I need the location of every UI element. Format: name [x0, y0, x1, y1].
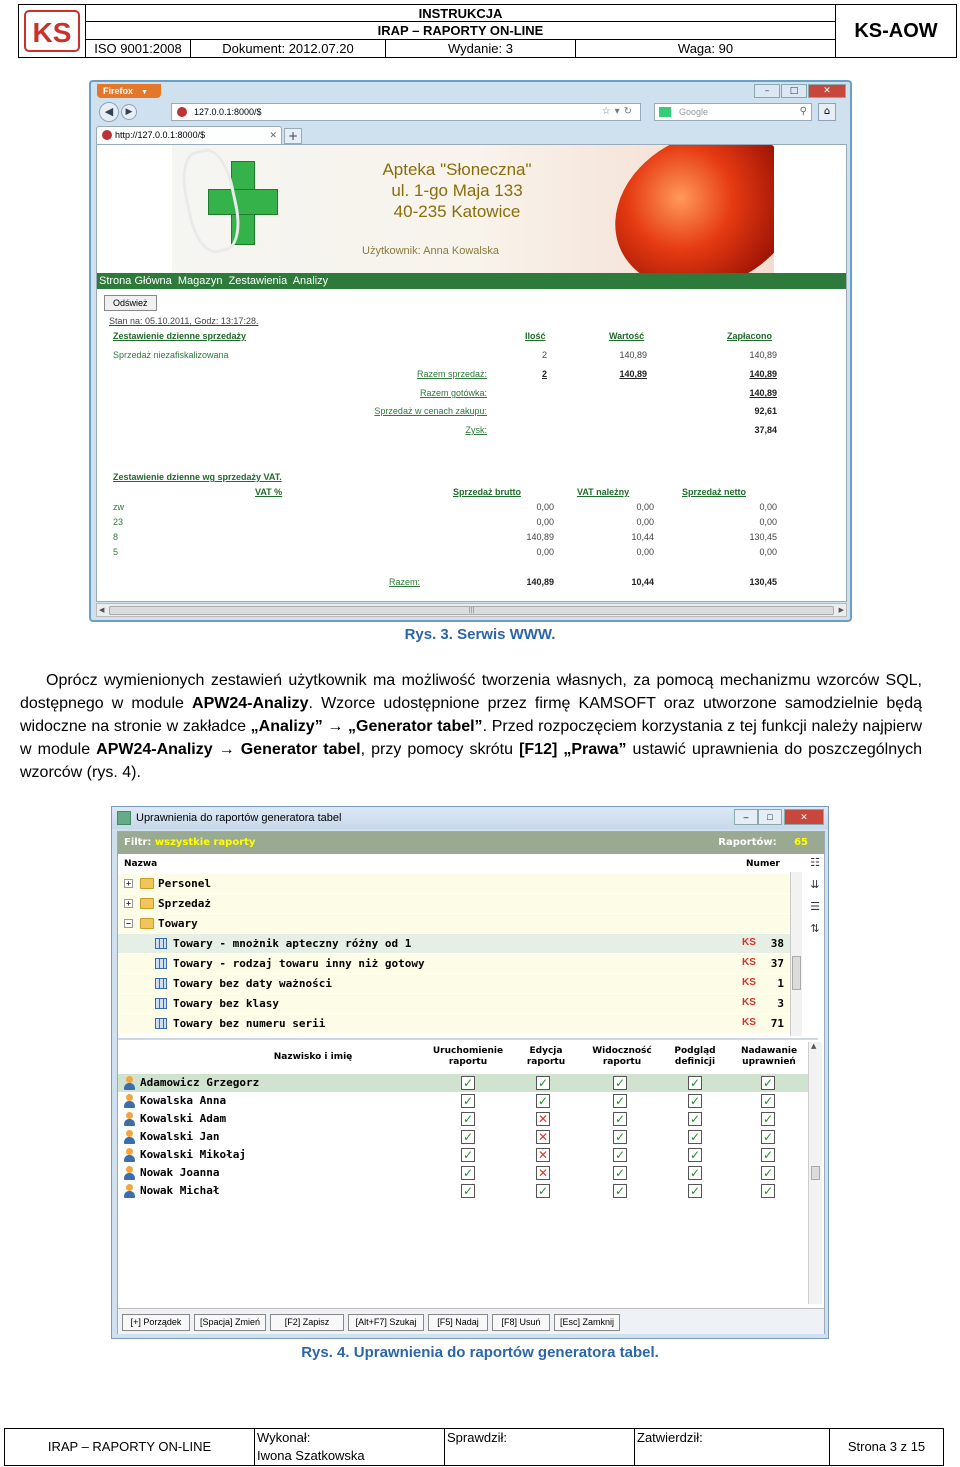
- done-name: Iwona Szatkowska: [257, 1448, 365, 1463]
- check-icon[interactable]: ✓: [462, 1112, 474, 1126]
- company-logo: [19, 5, 86, 57]
- cross-icon[interactable]: ✕: [537, 1130, 549, 1144]
- report-name: Towary bez daty ważności: [173, 977, 332, 990]
- vat-row-net: 130,45: [749, 532, 777, 542]
- collapse-all-icon[interactable]: ☰: [810, 900, 820, 913]
- filter-label: Filtr:: [124, 837, 152, 848]
- tree-folder[interactable]: [118, 914, 790, 933]
- new-tab-icon[interactable]: +: [284, 128, 302, 144]
- close-icon[interactable]: ✕: [784, 809, 824, 825]
- scroll-left-icon[interactable]: ◀: [99, 606, 105, 614]
- web-page: [96, 144, 847, 602]
- user-row[interactable]: [118, 1146, 808, 1164]
- tab-bar: [91, 124, 850, 144]
- doc-meta-row: [86, 40, 835, 57]
- user-name: Kowalski Adam: [140, 1112, 227, 1125]
- check-icon[interactable]: ✓: [689, 1076, 701, 1090]
- change-button[interactable]: [Spacja] Zmień: [194, 1314, 266, 1331]
- close-button[interactable]: [Esc] Zamknij: [554, 1314, 620, 1331]
- chevron-down-icon: ▼: [141, 89, 148, 96]
- vat-row-gross: 0,00: [536, 517, 554, 527]
- total-cash-value: 140,89: [749, 388, 777, 398]
- vat-row-vat: 0,00: [636, 547, 654, 557]
- function-key-bar: [118, 1308, 824, 1334]
- user-row[interactable]: [118, 1182, 808, 1200]
- sales-row-paid: 140,89: [749, 350, 777, 360]
- search-button[interactable]: [Alt+F7] Szukaj: [348, 1314, 424, 1331]
- footer-done-by: [255, 1429, 445, 1465]
- para-text-2: . Wzorce udostępnione przez firmę KAMSOFT oraz utworzone samodzielnie będą widoczne na stronie w zakładce: [20, 695, 922, 735]
- app-icon: [117, 811, 131, 825]
- scroll-up-icon[interactable]: ▲: [811, 1042, 817, 1050]
- check-icon[interactable]: ✓: [762, 1130, 774, 1144]
- document-header: [18, 4, 957, 58]
- check-icon[interactable]: ✓: [462, 1076, 474, 1090]
- checked-label: Sprawdził:: [447, 1430, 507, 1445]
- document-footer: [4, 1428, 944, 1466]
- report-number: 1: [777, 977, 784, 990]
- report-item[interactable]: [118, 954, 790, 973]
- tree-view-icon[interactable]: ☷: [810, 856, 820, 869]
- menu-analyses[interactable]: Analizy: [292, 275, 329, 287]
- sales-row-value: 140,89: [619, 350, 647, 360]
- search-icon[interactable]: ⚲: [799, 106, 807, 117]
- user-row[interactable]: [118, 1074, 808, 1092]
- vat-row-net: 0,00: [759, 517, 777, 527]
- tree-header: [118, 856, 804, 872]
- user-icon: [123, 1184, 136, 1198]
- col-user-name[interactable]: Nazwisko i imię: [273, 1052, 353, 1062]
- permissions-scrollbar[interactable]: [808, 1042, 822, 1304]
- table-icon: [155, 998, 167, 1009]
- permissions-window: [111, 806, 829, 1339]
- pharmacy-banner: [172, 145, 774, 273]
- footer-checked-by: [445, 1429, 635, 1465]
- col-paid: Zapłacono: [727, 331, 773, 341]
- sales-heading: Zestawienie dzienne sprzedaży: [113, 331, 247, 341]
- menu-warehouse[interactable]: Magazyn: [177, 275, 223, 287]
- footer-approved-by: [635, 1429, 830, 1465]
- firefox-menu-button[interactable]: [97, 84, 161, 98]
- window-body: [117, 831, 825, 1334]
- grant-button[interactable]: [F5] Nadaj: [428, 1314, 488, 1331]
- cross-icon[interactable]: ✕: [537, 1112, 549, 1126]
- purchase-price-value: 92,61: [754, 406, 777, 416]
- close-icon[interactable]: ✕: [808, 84, 846, 98]
- user-row[interactable]: [118, 1128, 808, 1146]
- col-vat-due: VAT należny: [577, 487, 630, 497]
- filter-bar: [118, 832, 824, 854]
- done-label: Wykonał:: [257, 1430, 311, 1445]
- para-text-3: . Przed rozpoczęciem korzystania z tej funkcji należy najpierw w module: [20, 718, 923, 758]
- tab-close-icon[interactable]: ✕: [269, 130, 277, 140]
- check-icon[interactable]: ✓: [614, 1112, 626, 1126]
- total-sales-paid: 140,89: [749, 369, 777, 379]
- user-name: Adamowicz Grzegorz: [140, 1076, 260, 1089]
- vat-total-vat: 10,44: [631, 577, 654, 587]
- check-icon[interactable]: ✓: [689, 1112, 701, 1126]
- sales-row-qty: 2: [541, 350, 547, 360]
- pharmacy-city: 40-235 Katowice: [393, 202, 521, 221]
- shortcut: [F12] „Prawa”: [519, 741, 627, 758]
- check-icon[interactable]: ✓: [462, 1148, 474, 1162]
- vat-row-net: 0,00: [759, 502, 777, 512]
- check-icon[interactable]: ✓: [614, 1094, 626, 1108]
- cross-icon[interactable]: ✕: [537, 1148, 549, 1162]
- count-label: Raportów:: [718, 837, 777, 848]
- google-icon: [659, 107, 671, 117]
- vat-row-rate: 8: [113, 532, 119, 542]
- figure-caption-3: Rys. 3. Serwis WWW.: [404, 626, 556, 643]
- table-icon: [155, 958, 167, 969]
- doc-weight: Waga: 90: [677, 41, 734, 56]
- profit-value: 37,84: [754, 425, 777, 435]
- check-icon[interactable]: ✓: [614, 1166, 626, 1180]
- svg-text:KS: KS: [32, 17, 72, 48]
- scroll-right-icon[interactable]: ▶: [838, 606, 844, 614]
- user-name: Kowalska Anna: [140, 1094, 227, 1107]
- report-name: Towary bez klasy: [173, 997, 279, 1010]
- delete-button[interactable]: [F8] Usuń: [492, 1314, 550, 1331]
- user-name: Nowak Michał: [140, 1184, 220, 1197]
- window-controls: [754, 84, 846, 98]
- tree-folder[interactable]: [118, 894, 790, 913]
- check-icon[interactable]: ✓: [762, 1184, 774, 1198]
- doc-code: KS-AOW: [835, 5, 956, 57]
- nav-bar: [91, 101, 850, 123]
- folder-label: Personel: [158, 877, 211, 890]
- report-name: Towary bez numeru serii: [173, 1017, 326, 1030]
- module-name-1: APW24-Analizy: [192, 695, 309, 712]
- user-icon: [123, 1148, 136, 1162]
- check-icon[interactable]: ✓: [462, 1130, 474, 1144]
- browser-tab[interactable]: [96, 126, 282, 144]
- pharmacy-title: [357, 159, 557, 222]
- doc-title: IRAP – RAPORTY ON-LINE: [86, 22, 835, 40]
- cross-icon[interactable]: ✕: [537, 1166, 549, 1180]
- col-definition-preview[interactable]: Podgląd definicji: [674, 1046, 716, 1067]
- check-icon[interactable]: ✓: [462, 1094, 474, 1108]
- refresh-button[interactable]: Odśwież: [104, 295, 157, 311]
- check-icon[interactable]: ✓: [537, 1094, 549, 1108]
- check-icon[interactable]: ✓: [614, 1076, 626, 1090]
- save-button[interactable]: [F2] Zapisz: [270, 1314, 344, 1331]
- table-icon: [155, 1018, 167, 1029]
- ks-logo-icon: KS: [742, 957, 756, 968]
- col-gross: Sprzedaż brutto: [453, 487, 522, 497]
- col-qty: Ilość: [525, 331, 546, 341]
- menu-home[interactable]: Strona Główna: [99, 275, 172, 287]
- check-icon[interactable]: ✓: [537, 1076, 549, 1090]
- filter[interactable]: [124, 832, 255, 854]
- check-icon[interactable]: ✓: [762, 1166, 774, 1180]
- check-icon[interactable]: ✓: [689, 1130, 701, 1144]
- tree-folder[interactable]: [118, 874, 790, 893]
- total-sales-label: Razem sprzedaż:: [416, 369, 487, 379]
- check-icon[interactable]: ✓: [689, 1166, 701, 1180]
- tree-toolbar: [806, 856, 824, 944]
- user-name: Kowalski Jan: [140, 1130, 220, 1143]
- user-icon: [123, 1112, 136, 1126]
- expand-icon[interactable]: +: [124, 879, 133, 888]
- divider: [118, 1038, 818, 1040]
- check-icon[interactable]: ✓: [689, 1094, 701, 1108]
- sort-icon[interactable]: ⇅: [810, 922, 820, 935]
- vat-row-vat: 0,00: [636, 517, 654, 527]
- report-name: Towary - rodzaj towaru inny niż gotowy: [173, 957, 425, 970]
- capsule-image: [589, 145, 774, 273]
- report-number: 38: [770, 937, 784, 950]
- iso-norm: ISO 9001:2008: [86, 40, 191, 57]
- logged-user: Użytkownik: Anna Kowalska: [362, 245, 499, 257]
- vat-total-gross: 140,89: [526, 577, 554, 587]
- approved-label: Zatwierdził:: [637, 1430, 703, 1445]
- user-icon: [123, 1094, 136, 1108]
- vat-row-rate: 23: [113, 517, 124, 527]
- tab-path: „Analizy” → „Generator tabel”: [250, 718, 483, 735]
- vat-row-vat: 0,00: [636, 502, 654, 512]
- footer-project: IRAP – RAPORTY ON-LINE: [5, 1429, 255, 1465]
- maximize-icon[interactable]: □: [758, 809, 782, 825]
- scrollbar-thumb[interactable]: |||: [109, 606, 834, 615]
- window-titlebar: [112, 807, 828, 829]
- horizontal-scrollbar[interactable]: [96, 603, 847, 617]
- browser-window: [89, 80, 852, 622]
- url-text: 127.0.0.1:8000/$: [194, 107, 262, 117]
- table-icon: [155, 938, 167, 949]
- para-text-5: ustawić uprawnienia do poszczególnych wzorców (rys. 4).: [20, 741, 922, 781]
- report-count: [718, 832, 808, 854]
- back-icon[interactable]: ◀: [99, 102, 119, 122]
- pharmacy-name: Apteka "Słoneczna": [382, 160, 532, 179]
- report-item[interactable]: [118, 994, 790, 1013]
- folder-label: Sprzedaż: [158, 897, 211, 910]
- check-icon[interactable]: ✓: [762, 1148, 774, 1162]
- total-cash-label: Razem gotówka:: [419, 388, 487, 398]
- check-icon[interactable]: ✓: [462, 1184, 474, 1198]
- tab-favicon-icon: [102, 130, 112, 140]
- folder-icon: [140, 918, 154, 929]
- total-sales-value: 140,89: [619, 369, 647, 379]
- user-row[interactable]: [118, 1164, 808, 1182]
- expand-all-icon[interactable]: ⇊: [810, 878, 820, 891]
- count-value: 65: [794, 837, 808, 848]
- col-net: Sprzedaż netto: [682, 487, 747, 497]
- check-icon[interactable]: ✓: [537, 1184, 549, 1198]
- firefox-label: Firefox: [103, 86, 134, 96]
- report-tree: [118, 872, 790, 1036]
- user-icon: [123, 1166, 136, 1180]
- pharmacy-street: ul. 1-go Maja 133: [391, 181, 523, 200]
- doc-type: INSTRUKCJA: [86, 5, 835, 22]
- para-text-1: Oprócz wymienionych zestawień użytkownik ma możliwość tworzenia własnych, za pomocą mechanizmu wzorców SQL, dostępnego w module: [20, 672, 922, 712]
- vat-total-net: 130,45: [749, 577, 777, 587]
- ks-logo-icon: KS: [742, 997, 756, 1008]
- col-vat-rate: VAT %: [255, 487, 283, 497]
- doc-date: Dokument: 2012.07.20: [191, 40, 386, 57]
- col-number[interactable]: Numer: [746, 859, 780, 869]
- vat-total-label: Razem:: [389, 577, 421, 587]
- col-report-visibility[interactable]: Widoczność raportu: [592, 1046, 652, 1067]
- home-icon[interactable]: ⌂: [818, 103, 836, 121]
- ks-logo-icon: [23, 9, 81, 53]
- ks-logo-icon: KS: [742, 937, 756, 948]
- footer-page: Strona 3 z 15: [847, 1439, 926, 1454]
- col-value: Wartość: [609, 331, 645, 341]
- vat-row-gross: 0,00: [536, 547, 554, 557]
- vat-heading: Zestawienie dzienne wg sprzedaży VAT.: [113, 472, 282, 482]
- body-paragraph: [20, 669, 922, 784]
- site-menu: [97, 273, 846, 289]
- check-icon[interactable]: ✓: [689, 1184, 701, 1198]
- report-number: 3: [777, 997, 784, 1010]
- collapse-icon[interactable]: −: [124, 919, 133, 928]
- vat-row-gross: 140,89: [526, 532, 554, 542]
- filter-value: wszystkie raporty: [154, 837, 256, 848]
- forward-icon[interactable]: ▶: [121, 104, 137, 120]
- check-icon[interactable]: ✓: [614, 1184, 626, 1198]
- address-bar[interactable]: [171, 103, 641, 121]
- user-row[interactable]: [118, 1092, 808, 1110]
- col-edit-report[interactable]: Edycja raportu: [526, 1046, 566, 1067]
- user-icon: [123, 1076, 136, 1090]
- col-name[interactable]: Nazwa: [124, 859, 158, 869]
- scrollbar-thumb[interactable]: [811, 1166, 820, 1180]
- report-item[interactable]: [118, 1014, 790, 1033]
- window-title: Uprawnienia do raportów generatora tabel: [136, 812, 342, 824]
- user-name: Kowalski Mikołaj: [140, 1148, 246, 1161]
- menu-reports[interactable]: Zestawienia: [228, 275, 288, 287]
- minimize-icon[interactable]: –: [754, 84, 780, 98]
- report-name: Towary - mnożnik apteczny różny od 1: [173, 937, 412, 950]
- site-favicon-icon: [177, 107, 187, 117]
- check-icon[interactable]: ✓: [762, 1094, 774, 1108]
- order-button[interactable]: [+] Porządek: [122, 1314, 190, 1331]
- ks-logo-icon: KS: [742, 1017, 756, 1028]
- report-number: 71: [770, 1017, 784, 1030]
- check-icon[interactable]: ✓: [614, 1148, 626, 1162]
- sales-row-label: Sprzedaż niezafiskalizowana: [113, 350, 229, 360]
- figure-caption-4: Rys. 4. Uprawnienia do raportów generatora tabel.: [301, 1344, 659, 1361]
- folder-icon: [140, 878, 154, 889]
- report-item[interactable]: [118, 934, 790, 953]
- vat-row-gross: 0,00: [536, 502, 554, 512]
- module-path: APW24-Analizy → Generator tabel: [96, 741, 361, 758]
- bookmark-star-icon[interactable]: ☆▾↻: [601, 106, 636, 117]
- folder-label: Towary: [158, 917, 198, 930]
- maximize-icon[interactable]: □: [781, 84, 807, 98]
- search-input[interactable]: [654, 103, 812, 121]
- check-icon[interactable]: ✓: [762, 1076, 774, 1090]
- user-row[interactable]: [118, 1110, 808, 1128]
- check-icon[interactable]: ✓: [462, 1166, 474, 1180]
- total-sales-qty: 2: [541, 369, 547, 379]
- check-icon[interactable]: ✓: [689, 1148, 701, 1162]
- vat-row-vat: 10,44: [631, 532, 654, 542]
- tab-title: http://127.0.0.1:8000/$: [115, 130, 206, 140]
- check-icon[interactable]: ✓: [762, 1112, 774, 1126]
- vat-row-rate: 5: [113, 547, 119, 557]
- permissions-header: [118, 1042, 808, 1072]
- ks-logo-icon: KS: [742, 977, 756, 988]
- vat-row-net: 0,00: [759, 547, 777, 557]
- search-placeholder: Google: [679, 107, 709, 117]
- col-run-report[interactable]: Uruchomienie raportu: [432, 1046, 504, 1067]
- scrollbar-thumb[interactable]: [792, 956, 801, 990]
- user-icon: [123, 1130, 136, 1144]
- report-item[interactable]: [118, 974, 790, 993]
- tree-scrollbar[interactable]: [790, 872, 802, 1036]
- expand-icon[interactable]: +: [124, 899, 133, 908]
- check-icon[interactable]: ✓: [614, 1130, 626, 1144]
- folder-icon: [140, 898, 154, 909]
- doc-edition: Wydanie: 3: [386, 40, 576, 57]
- user-name: Nowak Joanna: [140, 1166, 220, 1179]
- minimize-icon[interactable]: –: [734, 809, 758, 825]
- vat-row-rate: zw: [113, 502, 124, 512]
- profit-label: Zysk:: [465, 425, 487, 435]
- status-timestamp: Stan na: 05.10.2011, Godz: 13:17:28.: [109, 316, 259, 326]
- report-number: 37: [770, 957, 784, 970]
- purchase-price-label: Sprzedaż w cenach zakupu:: [374, 406, 487, 416]
- col-grant-permissions[interactable]: Nadawanie uprawnień: [740, 1046, 798, 1067]
- para-text-4: , przy pomocy skrótu: [360, 741, 520, 758]
- table-icon: [155, 978, 167, 989]
